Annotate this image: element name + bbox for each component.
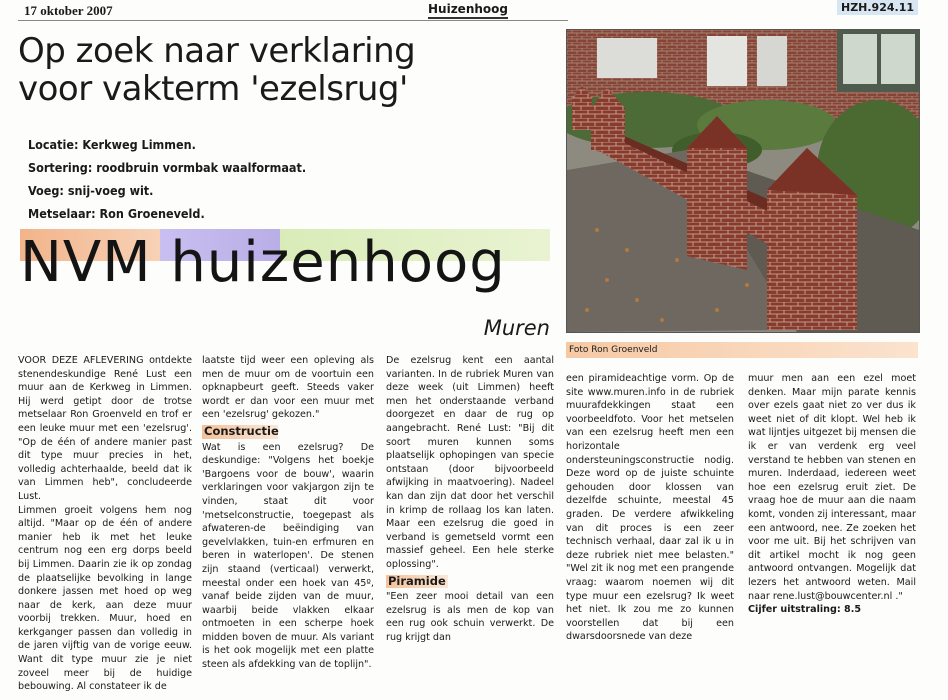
brick-wall-illustration [567, 30, 919, 332]
article-column-4 [566, 372, 734, 644]
header-rule [18, 20, 568, 21]
paragraph: muur men aan een ezel moet denken. Maar mijn parate kennis over ezels gaat niet zo ver dus ik weet niet of dit klopt. Wel heb ik wat lijntjes uitgezet bij mensen die ik er van verdenk erg veel verstand te hebben van stenen en muren. Inderdaad, iedereen weet hoe een ezelsrug eruit ziet. De vraag hoe de muur aan die naam komt, vonden zij interessant, maar een antwoord, nee. Ze zoeken het voor me uit. Bij het schrijven van dit artikel mocht ik nog geen antwoord ontvangen. Mogelijk dat lezers het antwoord weten. Mail naar rene.lust@bouwcenter.nl ." [748, 373, 916, 602]
article-column-3 [386, 354, 554, 644]
paragraph: VOOR DEZE AFLEVERING ontdekte stenendeskundige René Lust een muur aan de Kerkweg in Limmen. Hij werd getipt door de trotse metselaar Ron Groenveld en trof er een leuke muur met een 'ezelsrug'. "Op de één of andere manier past dit type muur precies in het, volledig achterhaalde, beeld dat ik van Limmen heb", concludeerde Lust. [18, 355, 192, 502]
fact-list [28, 133, 306, 225]
rating-line: Cijfer uitstraling: 8.5 [748, 604, 862, 616]
headline [18, 32, 563, 108]
fact-location: Locatie: Kerkweg Limmen. [28, 137, 196, 152]
photo-caption: Foto Ron Groenveld [566, 342, 918, 358]
article-column-5 [748, 372, 916, 617]
issue-date: 17 oktober 2007 [24, 3, 113, 18]
wall-photo [566, 29, 920, 333]
article-column-2 [202, 354, 374, 672]
paragraph: De ezelsrug kent een aantal varianten. In de rubriek Muren van deze week (uit Limmen) heeft men het onderstaande verband doorgezet en daar de rug op aangebracht. René Lust: "Bij dit soort muren kunnen soms plaatselijk ophopingen van specie ontstaan (door bijvoorbeeld afwijking in maatvoering). Nadeel kan dan zijn dat door het verschil in krimp de rollaag los kan laten. Maar een ezelsrug die goed in verband is gemetseld vormt een massief geheel. Een hele sterke oplossing". [386, 355, 554, 570]
masthead-title: NVM huizenhoog [20, 230, 506, 295]
paragraph: "Een zeer mooi detail van een ezelsrug is als men de kop van een rug ook schuin verwerkt. De rug krijgt dan [386, 591, 554, 643]
page-code: HZH.924.11 [837, 0, 918, 15]
paragraph: een piramideachtige vorm. Op de site www.muren.info in de rubriek muurafdekkingen staat een voorbeeldfoto. Voor het metselen van een ezelsrug heeft men een horizontale ondersteuningsconstructie nodig. Deze word op de juiste schuinte gehouden door klossen van dezelfde schuinte, meestal 45 graden. De verdere afwikkeling van dit proces is een zeer technisch verhaal, daar zal ik u in deze rubriek niet mee belasten." "Wel zit ik nog met een prangende vraag: waarom noemen wij dit type muur een ezelsrug? Ik weet het niet. Ik zou me zo kunnen voorstellen dat bij een dwarsdoorsnede van deze [566, 373, 734, 643]
subheading-piramide: Piramide [386, 575, 448, 589]
fact-joint: Voeg: snij-voeg wit. [28, 183, 154, 198]
subheading-constructie: Constructie [204, 423, 279, 438]
paragraph: laatste tijd weer een opleving als men de muur om de voortuin een opknapbeurt geeft. Steeds vaker wordt er dan voor een muur met een 'ezelsrug' gekozen." [202, 355, 374, 421]
paragraph: Wat is een ezelsrug? De deskundige: "Volgens het boekje 'Bargoens voor de bouw', waarin verklaringen voor vakjargon zijn te vinden, staat dit voor 'metselconstructie, toegepast als afwateren-de beëindiging van gevelvlakken, tuin-en erfmuren en beren in waterlopen'. De stenen zijn staand (verticaal) verwerkt, meestal onder een hoek van 45º, vanaf beide zijden van de muur, waarbij beide vlakken elkaar ontmoeten in een scherpe hoek midden boven de muur. Als variant is het ook mogelijk met een platte steen als afdekking van de toplijn". [202, 441, 374, 671]
fact-bricklayer: Metselaar: Ron Groeneveld. [28, 206, 205, 221]
section-name: Huizenhoog [428, 2, 508, 19]
article-column-1 [18, 354, 192, 694]
headline-line-2: voor vakterm 'ezelsrug' [18, 69, 408, 109]
headline-line-1: Op zoek naar verklaring [18, 31, 416, 71]
paragraph: Limmen groeit volgens hem nog altijd. "Maar op de één of andere manier heb ik met het leuke centrum nog een erg dorps beeld bij Limmen. Daarin zie ik op zondag de plaatselijke bevolking in lange donkere jassen met hoed op weg naar de kerk, aan deze muur voorbij trekken. Muur, hoed en kerkganger passen dan volledig in de jaren vijftig van de vorige eeuw. Want dit type muur zie je niet zoveel meer bij de huidige bebouwing. Al constateer ik de [18, 504, 192, 693]
masthead-subtitle: Muren [483, 316, 550, 340]
fact-sorting: Sortering: roodbruin vormbak waalformaat. [28, 160, 307, 175]
